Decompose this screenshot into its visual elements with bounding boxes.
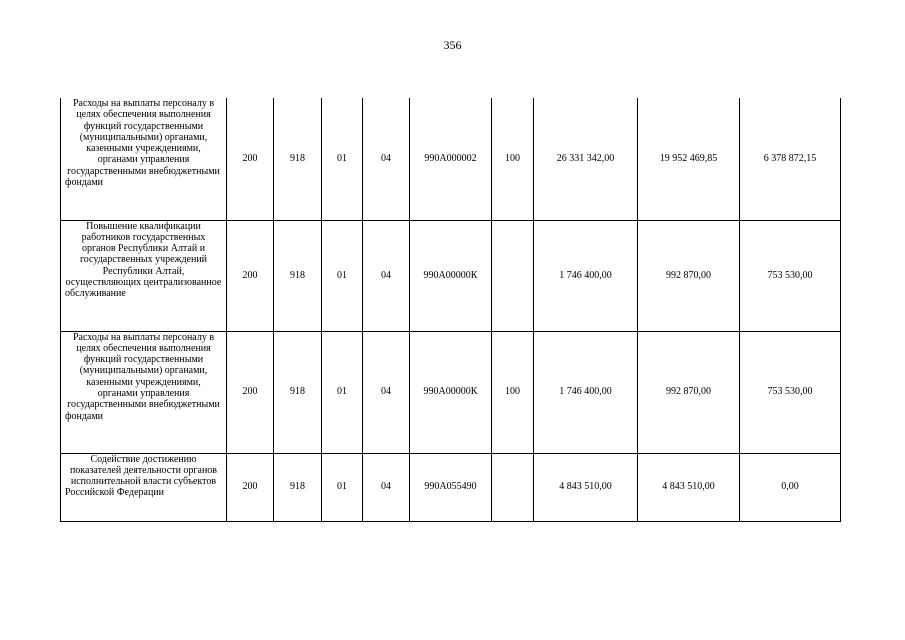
sum-total-cell: 4 843 510,00 <box>534 453 638 521</box>
section-cell: 01 <box>322 331 363 453</box>
sum-executed-cell: 19 952 469,85 <box>638 98 740 220</box>
code-cell: 918 <box>274 453 322 521</box>
sum-total-cell: 26 331 342,00 <box>534 98 638 220</box>
sum-total-cell: 1 746 400,00 <box>534 331 638 453</box>
target-article-cell: 990А055490 <box>410 453 492 521</box>
target-article-cell: 990А000002 <box>410 98 492 220</box>
target-article-cell: 990А00000К <box>410 220 492 331</box>
subsection-cell: 04 <box>363 453 410 521</box>
code-cell: 918 <box>274 98 322 220</box>
target-article-cell: 990А00000К <box>410 331 492 453</box>
sum-rest-cell: 753 530,00 <box>740 331 841 453</box>
row-name-cell <box>61 98 227 220</box>
table-row <box>61 98 841 220</box>
section-cell: 01 <box>322 453 363 521</box>
row-name: Содействие достижению показателей деятельности органов исполнительной власти субъектов Российской Федерации <box>65 453 218 499</box>
row-name: Повышение квалификации работников государственных органов Республики Алтай и государственных учреждений Республики Алтай, осуществляющих централизованное обслуживание <box>65 220 222 300</box>
sum-executed-cell: 992 870,00 <box>638 331 740 453</box>
budget-table <box>60 98 841 522</box>
section-cell: 01 <box>322 98 363 220</box>
code-cell: 918 <box>274 331 322 453</box>
subsection-cell: 04 <box>363 331 410 453</box>
ved-cell: 200 <box>227 98 274 220</box>
row-name-cell <box>61 331 227 453</box>
table-row <box>61 453 841 521</box>
expense-type-cell <box>492 220 534 331</box>
sum-rest-cell: 0,00 <box>740 453 841 521</box>
row-name: Расходы на выплаты персоналу в целях обеспечения выполнения функций государственными (муниципальными) органами, казенными учреждениями, органами управления государственными внебюджетными фондами <box>65 98 220 189</box>
sum-rest-cell: 6 378 872,15 <box>740 98 841 220</box>
subsection-cell: 04 <box>363 98 410 220</box>
sum-executed-cell: 4 843 510,00 <box>638 453 740 521</box>
expense-type-cell: 100 <box>492 98 534 220</box>
code-cell: 918 <box>274 220 322 331</box>
sum-rest-cell: 753 530,00 <box>740 220 841 331</box>
ved-cell: 200 <box>227 220 274 331</box>
ved-cell: 200 <box>227 453 274 521</box>
row-name: Расходы на выплаты персоналу в целях обеспечения выполнения функций государственными (муниципальными) органами, казенными учреждениями, органами управления государственными внебюджетными фондами <box>65 331 220 422</box>
table-row <box>61 331 841 453</box>
sum-total-cell: 1 746 400,00 <box>534 220 638 331</box>
sum-executed-cell: 992 870,00 <box>638 220 740 331</box>
ved-cell: 200 <box>227 331 274 453</box>
table-row <box>61 220 841 331</box>
expense-type-cell: 100 <box>492 331 534 453</box>
row-name-cell <box>61 453 227 521</box>
expense-type-cell <box>492 453 534 521</box>
subsection-cell: 04 <box>363 220 410 331</box>
section-cell: 01 <box>322 220 363 331</box>
page-number: 356 <box>443 38 462 52</box>
row-name-cell <box>61 220 227 331</box>
